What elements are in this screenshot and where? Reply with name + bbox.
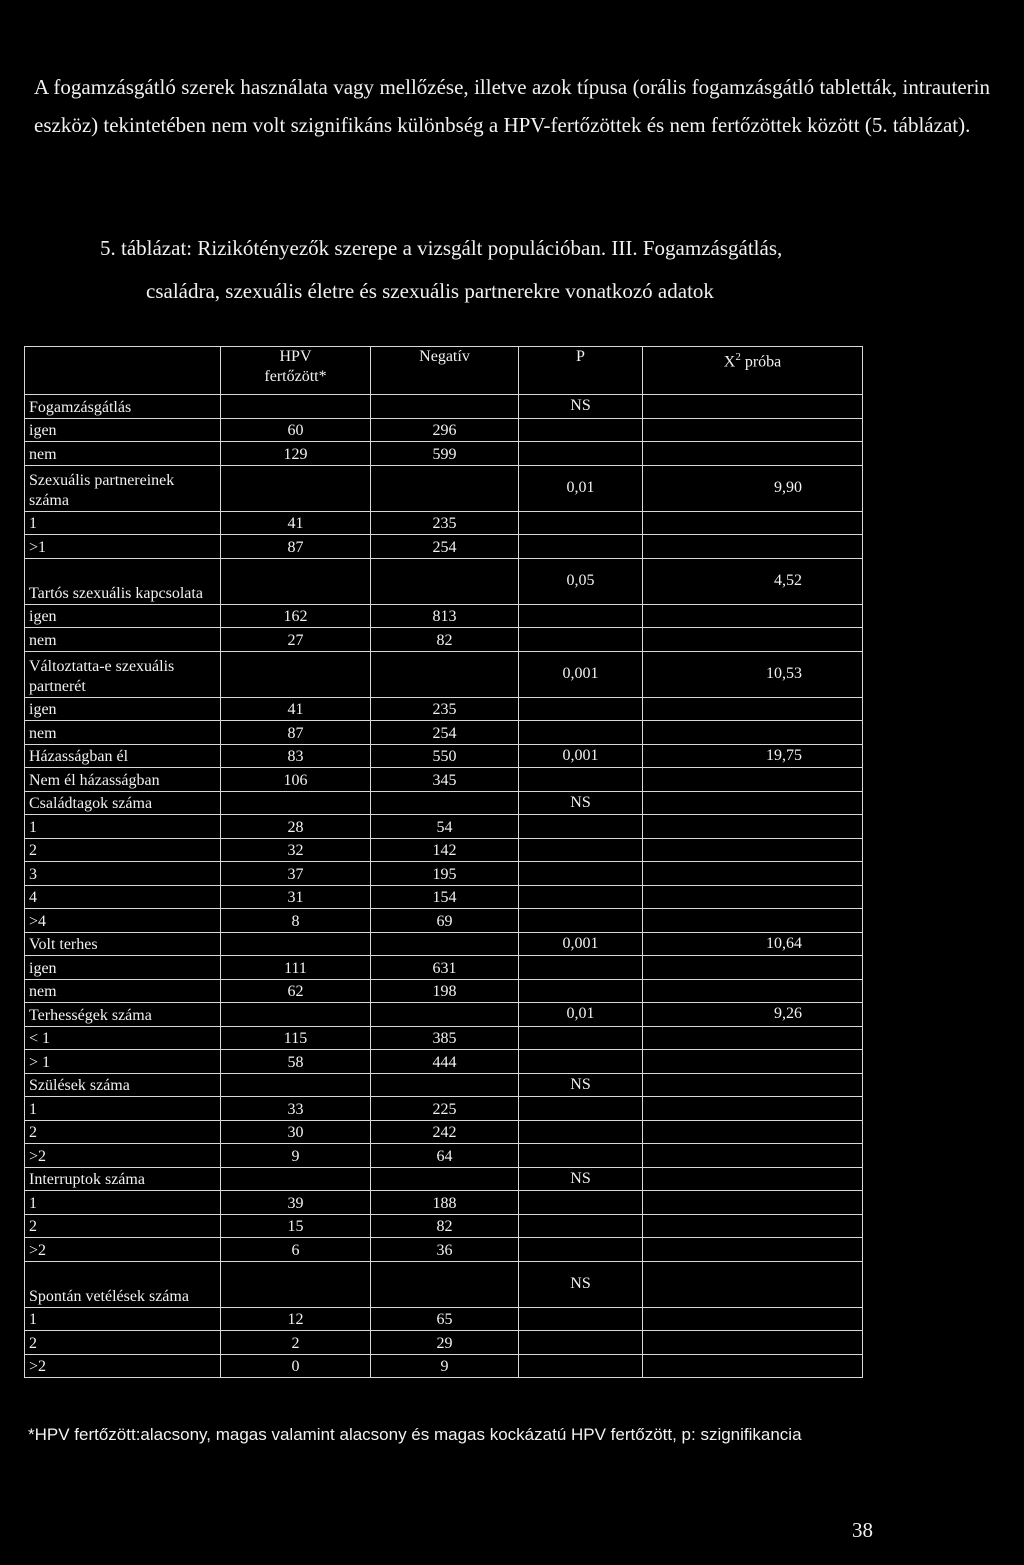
row-label: < 1 [25, 1026, 221, 1050]
table-row [25, 418, 863, 442]
row-label: Változtatta-e szexuális partnerét [25, 651, 221, 697]
hpv-count: 9 [221, 1144, 371, 1168]
hpv-count: 31 [221, 885, 371, 909]
p-value [519, 1026, 643, 1050]
negative-count: 345 [371, 768, 519, 792]
negative-count: 631 [371, 956, 519, 980]
negative-count: 550 [371, 744, 519, 768]
chi-square-value [643, 791, 863, 815]
chi-square-value [643, 885, 863, 909]
chi-square-value [643, 418, 863, 442]
table-row [25, 1238, 863, 1262]
negative-count: 64 [371, 1144, 519, 1168]
chi-square-value [643, 1261, 863, 1307]
row-label: Szexuális partnereinek száma [25, 465, 221, 511]
table-row [25, 885, 863, 909]
row-label: Terhességek száma [25, 1003, 221, 1027]
hpv-count [221, 465, 371, 511]
table-row [25, 1191, 863, 1215]
table-row [25, 1214, 863, 1238]
table-row [25, 1050, 863, 1074]
table-row [25, 697, 863, 721]
row-label: 2 [25, 1120, 221, 1144]
table-row [25, 979, 863, 1003]
hpv-count: 39 [221, 1191, 371, 1215]
p-value: 0,001 [519, 932, 643, 956]
hpv-count [221, 1003, 371, 1027]
chi-square-value [643, 979, 863, 1003]
hpv-count [221, 1073, 371, 1097]
negative-count: 195 [371, 862, 519, 886]
negative-count: 82 [371, 628, 519, 652]
chi-square-value: 10,64 [643, 932, 863, 956]
table-row [25, 1144, 863, 1168]
table-row [25, 1167, 863, 1191]
chi-square-value [643, 768, 863, 792]
header-chi-sup: 2 [735, 351, 741, 363]
table-row [25, 862, 863, 886]
table-row [25, 1331, 863, 1355]
row-label: nem [25, 979, 221, 1003]
chi-square-value [643, 697, 863, 721]
p-value [519, 511, 643, 535]
hpv-count: 41 [221, 511, 371, 535]
table-row [25, 1003, 863, 1027]
chi-square-value [643, 604, 863, 628]
negative-count [371, 395, 519, 419]
negative-count: 235 [371, 511, 519, 535]
negative-count: 69 [371, 909, 519, 933]
p-value [519, 604, 643, 628]
chi-square-value [643, 1026, 863, 1050]
hpv-count: 37 [221, 862, 371, 886]
row-label: >2 [25, 1354, 221, 1378]
chi-square-value [643, 815, 863, 839]
chi-square-value [643, 1191, 863, 1215]
p-value: NS [519, 1261, 643, 1307]
header-empty-cell [25, 347, 221, 395]
table-row [25, 511, 863, 535]
row-label: >2 [25, 1144, 221, 1168]
row-label: 2 [25, 1214, 221, 1238]
negative-count [371, 651, 519, 697]
row-label: Fogamzásgátlás [25, 395, 221, 419]
hpv-count: 0 [221, 1354, 371, 1378]
table-row [25, 815, 863, 839]
row-label: igen [25, 697, 221, 721]
p-value [519, 1331, 643, 1355]
p-value: NS [519, 395, 643, 419]
negative-count [371, 465, 519, 511]
page-number: 38 [852, 1518, 873, 1542]
chi-square-value [643, 1050, 863, 1074]
row-label: 2 [25, 838, 221, 862]
hpv-count: 2 [221, 1331, 371, 1355]
p-value: NS [519, 791, 643, 815]
table-row [25, 1120, 863, 1144]
negative-count [371, 1003, 519, 1027]
hpv-count: 30 [221, 1120, 371, 1144]
chi-square-value [643, 628, 863, 652]
p-value [519, 1191, 643, 1215]
p-value [519, 1120, 643, 1144]
p-value [519, 418, 643, 442]
p-value: NS [519, 1167, 643, 1191]
row-label: Interruptok száma [25, 1167, 221, 1191]
row-label: 1 [25, 815, 221, 839]
chi-square-value [643, 838, 863, 862]
chi-square-value [643, 956, 863, 980]
p-value [519, 442, 643, 466]
table-row [25, 1307, 863, 1331]
table-header-row [25, 347, 863, 395]
row-label: >4 [25, 909, 221, 933]
p-value: 0,01 [519, 465, 643, 511]
risk-factor-table [24, 346, 863, 1378]
header-hpv-line1: HPV [279, 348, 312, 365]
negative-count [371, 1261, 519, 1307]
chi-square-value: 4,52 [643, 558, 863, 604]
table-row [25, 909, 863, 933]
row-label: > 1 [25, 1050, 221, 1074]
p-value [519, 1214, 643, 1238]
table-row [25, 1354, 863, 1378]
row-label: >1 [25, 535, 221, 559]
table-row [25, 442, 863, 466]
p-value [519, 885, 643, 909]
chi-square-value: 19,75 [643, 744, 863, 768]
hpv-count: 162 [221, 604, 371, 628]
intro-paragraph: A fogamzásgátló szerek használata vagy mellőzése, illetve azok típusa (orális fogamzásgátló tabletták, intrauterin eszköz) tekintetében nem volt szignifikáns különbség a HPV-fertőzöttek és nem fertőzöttek között (5. táblázat). [34, 75, 990, 137]
row-label: igen [25, 956, 221, 980]
negative-count: 188 [371, 1191, 519, 1215]
table-row [25, 744, 863, 768]
header-hpv-line2: fertőzött* [264, 368, 327, 385]
hpv-count: 106 [221, 768, 371, 792]
chi-square-value [643, 442, 863, 466]
chi-square-value [643, 862, 863, 886]
header-chi [643, 347, 863, 395]
row-label: Volt terhes [25, 932, 221, 956]
row-label: Nem él házasságban [25, 768, 221, 792]
table-row [25, 838, 863, 862]
table-row [25, 395, 863, 419]
chi-square-value [643, 1307, 863, 1331]
hpv-count: 129 [221, 442, 371, 466]
p-value [519, 909, 643, 933]
hpv-count: 62 [221, 979, 371, 1003]
chi-square-value [643, 909, 863, 933]
row-label: Családtagok száma [25, 791, 221, 815]
negative-count: 813 [371, 604, 519, 628]
table-row [25, 465, 863, 511]
negative-count: 296 [371, 418, 519, 442]
chi-square-value [643, 1167, 863, 1191]
p-value [519, 1097, 643, 1121]
negative-count: 36 [371, 1238, 519, 1262]
chi-square-value [643, 511, 863, 535]
chi-square-value [643, 721, 863, 745]
p-value [519, 815, 643, 839]
row-label: Spontán vetélések száma [25, 1261, 221, 1307]
p-value [519, 1144, 643, 1168]
hpv-count: 12 [221, 1307, 371, 1331]
row-label: 1 [25, 511, 221, 535]
row-label: 1 [25, 1191, 221, 1215]
negative-count [371, 1073, 519, 1097]
chi-square-value [643, 1120, 863, 1144]
row-label: 4 [25, 885, 221, 909]
p-value: 0,001 [519, 744, 643, 768]
hpv-count: 8 [221, 909, 371, 933]
row-label: >2 [25, 1238, 221, 1262]
chi-square-value [643, 395, 863, 419]
hpv-count: 87 [221, 535, 371, 559]
table-row [25, 791, 863, 815]
negative-count: 385 [371, 1026, 519, 1050]
header-negativ: Negatív [371, 347, 519, 395]
negative-count: 9 [371, 1354, 519, 1378]
p-value [519, 838, 643, 862]
negative-count: 235 [371, 697, 519, 721]
p-value [519, 535, 643, 559]
chi-square-value [643, 1073, 863, 1097]
hpv-count: 115 [221, 1026, 371, 1050]
row-label: 1 [25, 1307, 221, 1331]
p-value [519, 979, 643, 1003]
chi-square-value: 10,53 [643, 651, 863, 697]
negative-count [371, 558, 519, 604]
p-value [519, 956, 643, 980]
footnote: *HPV fertőzött:alacsony, magas valamint alacsony és magas kockázatú HPV fertőzött, p: szignifikancia [28, 1425, 802, 1444]
hpv-count: 28 [221, 815, 371, 839]
row-label: 2 [25, 1331, 221, 1355]
hpv-count [221, 791, 371, 815]
negative-count: 65 [371, 1307, 519, 1331]
hpv-count: 87 [221, 721, 371, 745]
p-value [519, 697, 643, 721]
hpv-count [221, 1167, 371, 1191]
row-label: igen [25, 418, 221, 442]
negative-count: 154 [371, 885, 519, 909]
negative-count: 82 [371, 1214, 519, 1238]
hpv-count: 33 [221, 1097, 371, 1121]
table-row [25, 651, 863, 697]
table-row [25, 721, 863, 745]
table-row [25, 1073, 863, 1097]
chi-square-value [643, 1354, 863, 1378]
hpv-count: 58 [221, 1050, 371, 1074]
row-label: 3 [25, 862, 221, 886]
negative-count: 142 [371, 838, 519, 862]
p-value [519, 721, 643, 745]
hpv-count: 41 [221, 697, 371, 721]
row-label: nem [25, 721, 221, 745]
hpv-count [221, 932, 371, 956]
table-row [25, 956, 863, 980]
p-value [519, 1354, 643, 1378]
negative-count: 225 [371, 1097, 519, 1121]
p-value [519, 1050, 643, 1074]
header-chi-x: X [723, 353, 736, 371]
hpv-count: 15 [221, 1214, 371, 1238]
p-value: 0,05 [519, 558, 643, 604]
negative-count [371, 791, 519, 815]
hpv-count [221, 558, 371, 604]
hpv-count: 60 [221, 418, 371, 442]
hpv-count [221, 395, 371, 419]
negative-count [371, 1167, 519, 1191]
p-value: 0,001 [519, 651, 643, 697]
row-label: igen [25, 604, 221, 628]
hpv-count: 111 [221, 956, 371, 980]
negative-count: 599 [371, 442, 519, 466]
chi-square-value [643, 1144, 863, 1168]
p-value [519, 862, 643, 886]
negative-count: 254 [371, 721, 519, 745]
header-p: P [519, 347, 643, 395]
row-label: Házasságban él [25, 744, 221, 768]
table-caption-line1: 5. táblázat: Rizikótényezők szerepe a vizsgált populációban. III. Fogamzásgátlás, [100, 236, 783, 260]
negative-count: 254 [371, 535, 519, 559]
header-chi-suffix: próba [740, 353, 782, 371]
table-row [25, 558, 863, 604]
chi-square-value: 9,90 [643, 465, 863, 511]
p-value: 0,01 [519, 1003, 643, 1027]
row-label: Szülések száma [25, 1073, 221, 1097]
negative-count: 29 [371, 1331, 519, 1355]
p-value: NS [519, 1073, 643, 1097]
table-row [25, 1097, 863, 1121]
table-row [25, 768, 863, 792]
table-row [25, 628, 863, 652]
table-row [25, 932, 863, 956]
hpv-count: 83 [221, 744, 371, 768]
negative-count [371, 932, 519, 956]
hpv-count: 32 [221, 838, 371, 862]
chi-square-value [643, 1214, 863, 1238]
hpv-count: 27 [221, 628, 371, 652]
negative-count: 242 [371, 1120, 519, 1144]
table-row [25, 1026, 863, 1050]
hpv-count [221, 651, 371, 697]
header-hpv [221, 347, 371, 395]
hpv-count: 6 [221, 1238, 371, 1262]
row-label: nem [25, 628, 221, 652]
negative-count: 54 [371, 815, 519, 839]
negative-count: 444 [371, 1050, 519, 1074]
chi-square-value [643, 1238, 863, 1262]
row-label: nem [25, 442, 221, 466]
table-caption-line2: családra, szexuális életre és szexuális partnerekre vonatkozó adatok [146, 279, 714, 303]
chi-square-value [643, 1331, 863, 1355]
p-value [519, 768, 643, 792]
chi-square-value: 9,26 [643, 1003, 863, 1027]
chi-square-value [643, 1097, 863, 1121]
negative-count: 198 [371, 979, 519, 1003]
table-row [25, 1261, 863, 1307]
table-row [25, 535, 863, 559]
p-value [519, 1307, 643, 1331]
chi-square-value [643, 535, 863, 559]
table-row [25, 604, 863, 628]
row-label: 1 [25, 1097, 221, 1121]
row-label: Tartós szexuális kapcsolata [25, 558, 221, 604]
hpv-count [221, 1261, 371, 1307]
p-value [519, 628, 643, 652]
p-value [519, 1238, 643, 1262]
